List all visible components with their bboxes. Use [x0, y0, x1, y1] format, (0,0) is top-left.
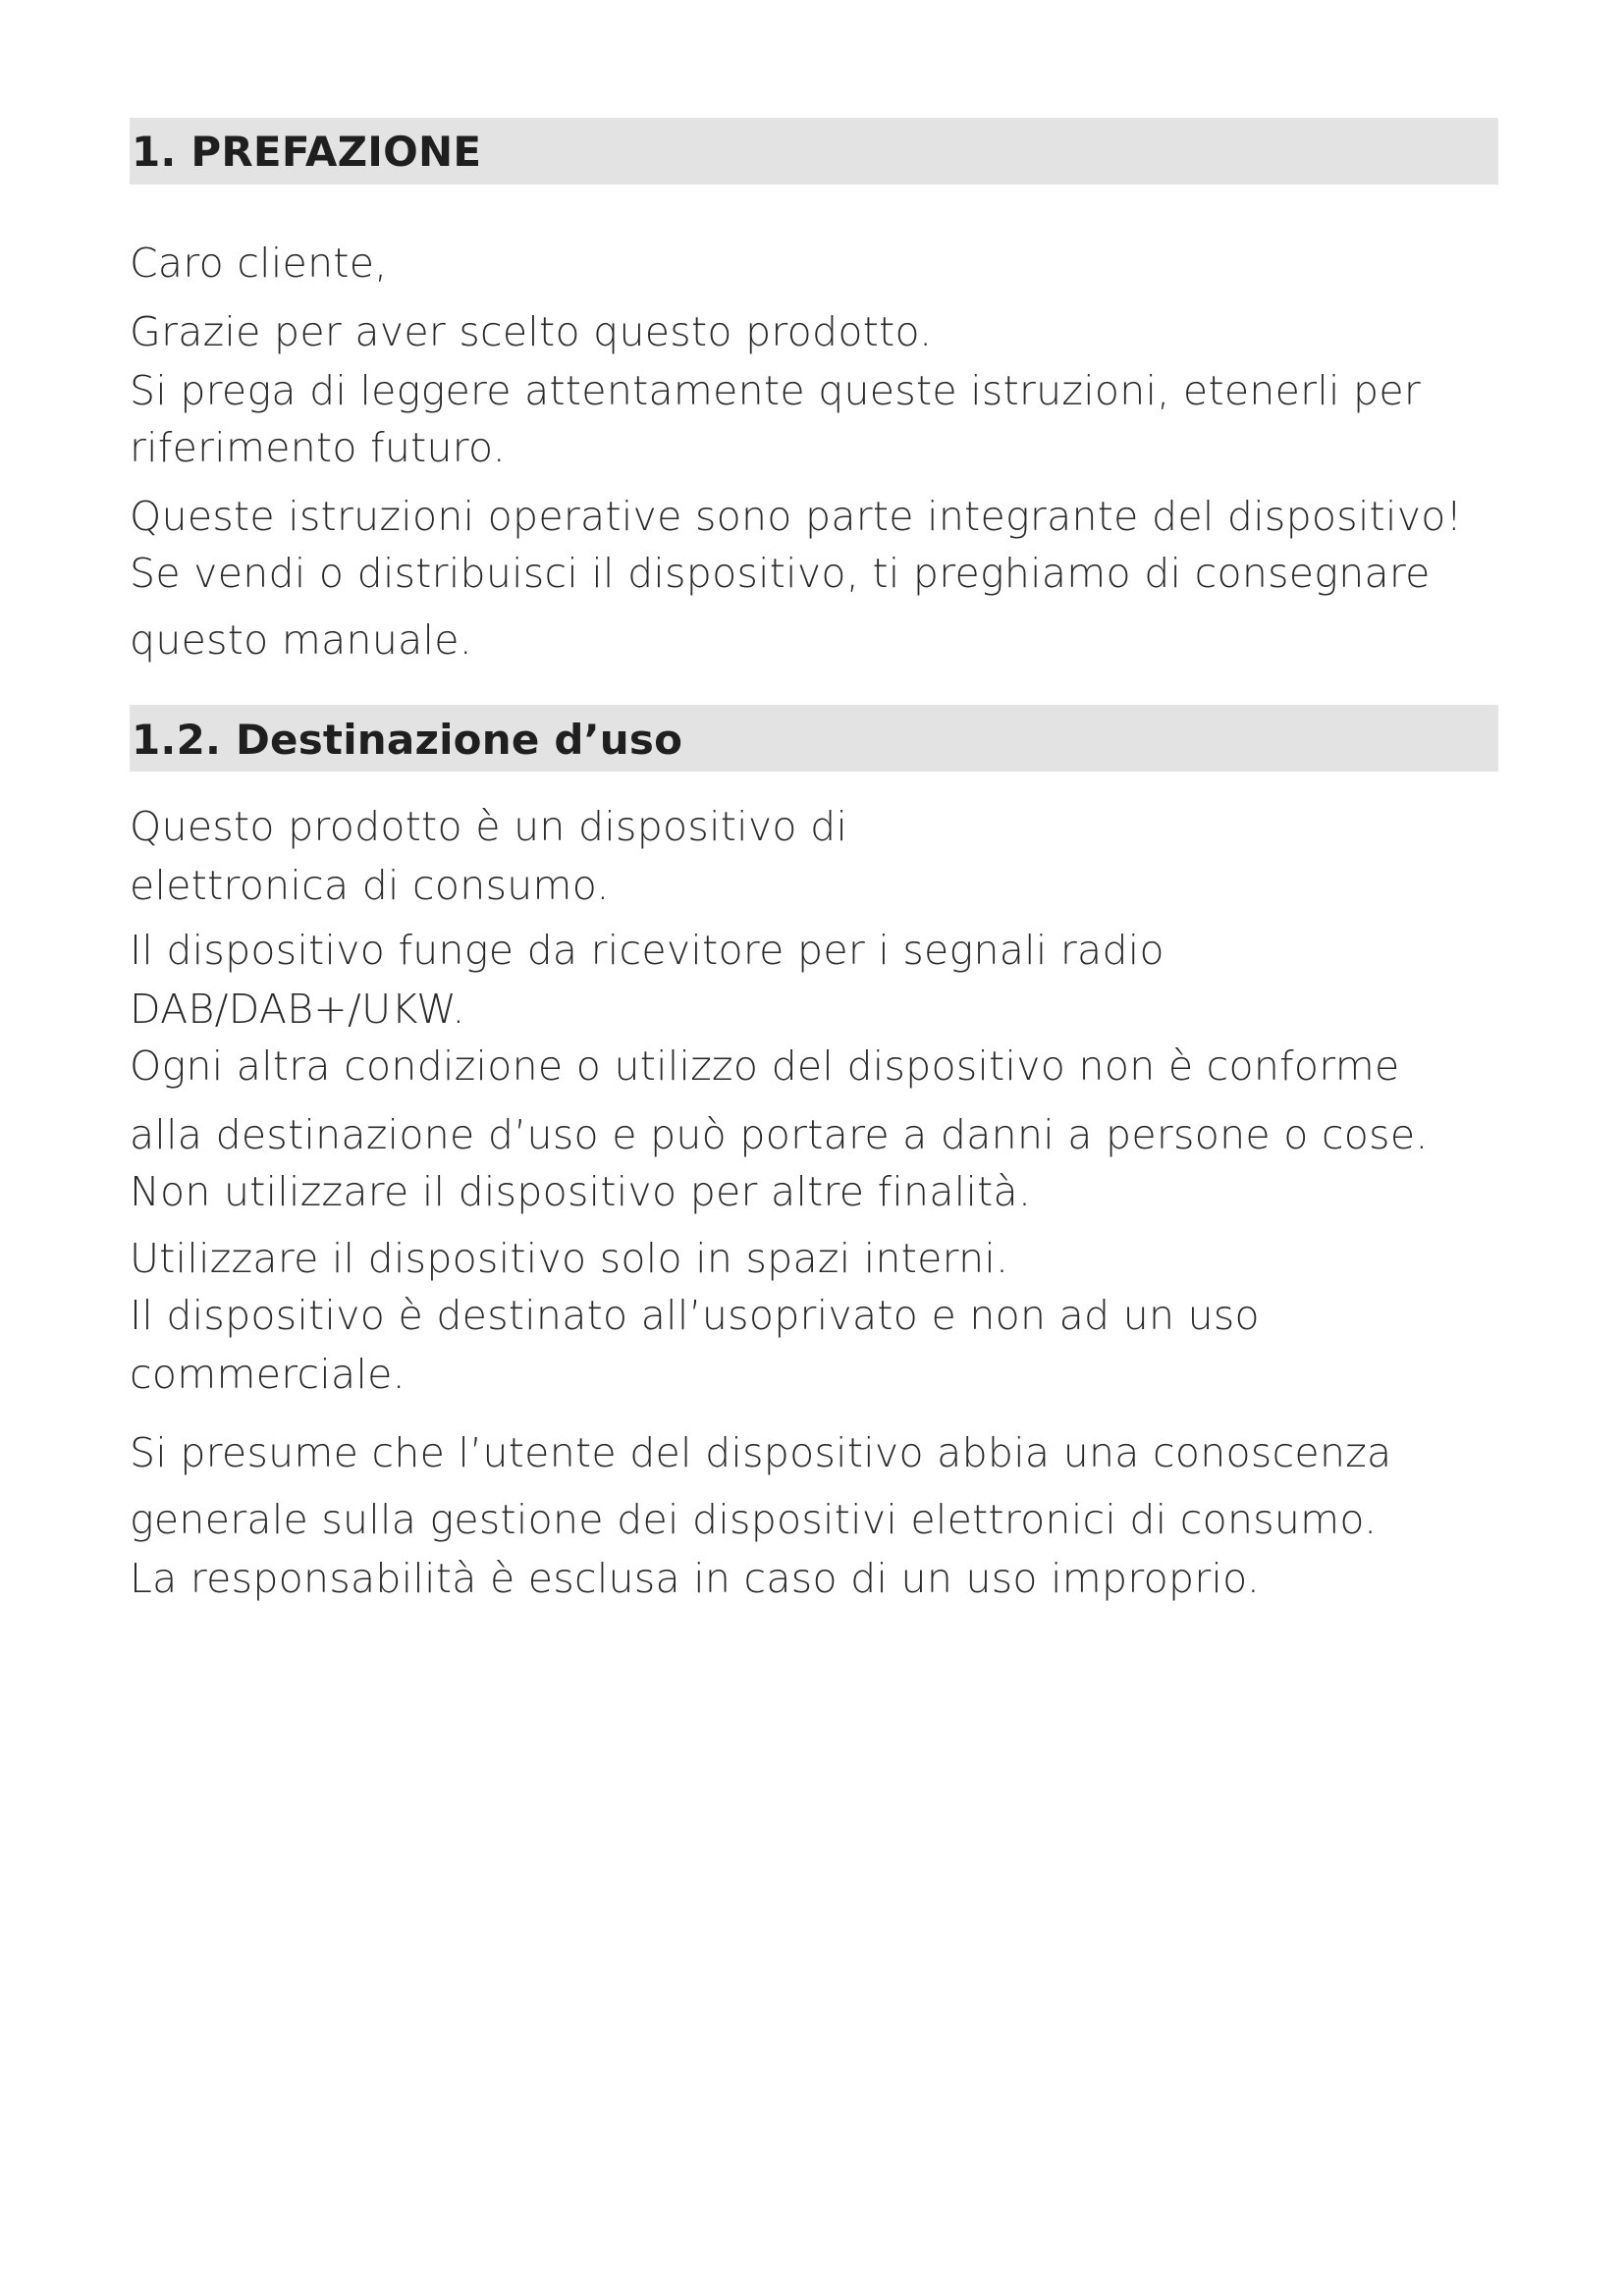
paragraph-line: Grazie per aver scelto questo prodotto. [130, 308, 933, 355]
paragraph-line: generale sulla gestione dei dispositivi elettronici di consumo. [130, 1496, 1378, 1543]
section-title-prefazione: 1. PREFAZIONE [132, 128, 482, 176]
section-title-destinazione: 1.2. Destinazione d’uso [132, 716, 683, 764]
paragraph-line: Il dispositivo è destinato all’usoprivato e non ad un uso [130, 1292, 1260, 1339]
paragraph-line: riferimento futuro. [130, 424, 507, 471]
paragraph-line: Caro cliente, [130, 240, 388, 287]
paragraph-line: Queste istruzioni operative sono parte integrante del dispositivo! [130, 493, 1463, 540]
paragraph-line: Si prega di leggere attentamente queste istruzioni, etenerli per [130, 367, 1422, 414]
paragraph-line: Si presume che l’utente del dispositivo abbia una conoscenza [130, 1429, 1392, 1476]
paragraph-line: La responsabilità è esclusa in caso di un uso improprio. [130, 1555, 1261, 1602]
paragraph-line: Utilizzare il dispositivo solo in spazi interni. [130, 1235, 1009, 1282]
paragraph-line: Non utilizzare il dispositivo per altre finalità. [130, 1168, 1032, 1215]
paragraph-line: commerciale. [130, 1351, 406, 1398]
paragraph-line: Se vendi o distribuisci il dispositivo, ti preghiamo di consegnare [130, 550, 1431, 597]
paragraph-line: alla destinazione d’uso e può portare a danni a persone o cose. [130, 1111, 1429, 1158]
paragraph-line: Ogni altra condizione o utilizzo del dispositivo non è conforme [130, 1042, 1400, 1090]
paragraph-line: Il dispositivo funge da ricevitore per i segnali radio [130, 927, 1164, 974]
paragraph-line: elettronica di consumo. [130, 862, 610, 909]
paragraph-line: questo manuale. [130, 616, 473, 664]
paragraph-line: Questo prodotto è un dispositivo di [130, 803, 848, 850]
paragraph-line: DAB/DAB+/UKW. [130, 986, 465, 1033]
